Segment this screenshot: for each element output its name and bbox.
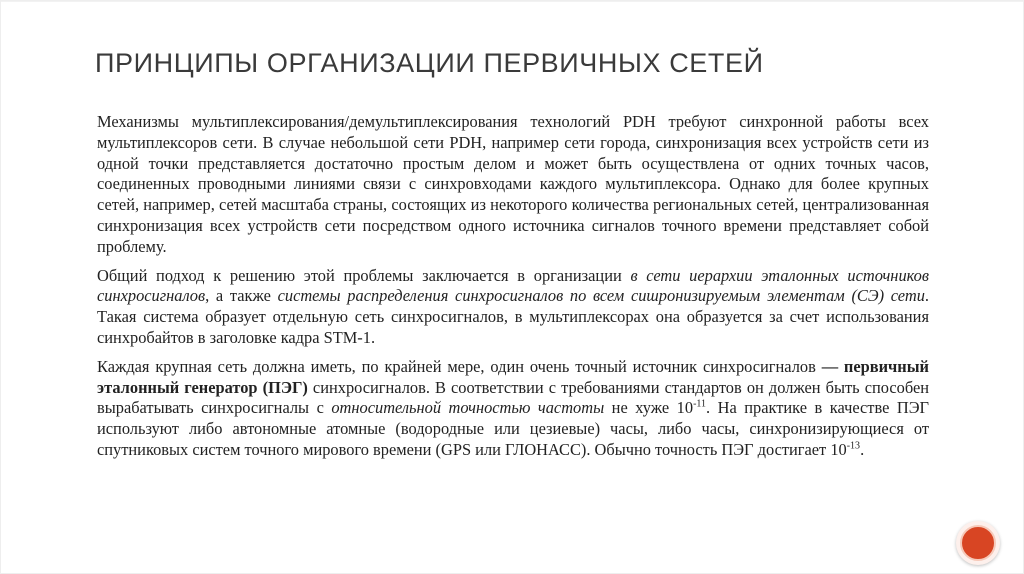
text-segment: Общий подход к решению этой проблемы заключается в организации [97,265,631,285]
slide-title: ПРИНЦИПЫ ОРГАНИЗАЦИИ ПЕРВИЧНЫХ СЕТЕЙ [95,48,764,78]
bold-term: — первичный эталонный генератор (ПЭГ) [97,356,929,397]
text-segment: , а также [205,286,278,306]
exponent: -11 [693,398,707,410]
italic-term: системы распределения синхросигналов по всем сишронизируемым элементам (СЭ) сети [277,286,925,306]
nav-button-core [960,525,996,561]
italic-term: в сети иерархии эталонных источников синхросигналов [97,265,929,306]
paragraph-3 [97,357,929,461]
text-segment: синхросигналов. В соответствии с требованиями стандартов он должен быть способен вырабатывать синхросигналы с [97,377,929,418]
text-segment: . Такая система образует отдельную сеть синхросигналов, в мультиплексорах она образуется за счет использования синхробайтов в заголовке кадра STM-1. [97,286,929,347]
text-segment: . На практике в качестве ПЭГ используют либо автономные атомные (водородные или цезиевые) часы, либо часы, синхронизирующиеся от спутниковых систем точного мирового времени (GPS или ГЛОНАСС). Обычно точность ПЭГ достигает 10 [97,398,929,459]
slide-body [97,112,929,469]
paragraph-1 [97,112,929,258]
top-rule [0,0,1024,2]
text-segment: Каждая крупная сеть должна иметь, по крайней мере, один очень точный источник синхросигналов [97,356,822,376]
italic-term: относительной точностью частоты [331,398,605,418]
text-segment: Механизмы мультиплексирования/демультиплексирования технологий PDH требуют синхронной работы всех мультиплексоров сети. В случае небольшой сети PDH, например сети города, синхронизация всех устройств сети из одной точки представляется достаточно простым делом и может быть осуществлена от одних точных часов, соединенных проводными линиями связи с синхровходами каждого мультиплексора. Однако для более крупных сетей, например, сетей масштаба страны, состоящих из некоторого количества региональных сетей, централизованная синхронизация всех устройств сети посредством одного источника сигналов точного времени представляет собой проблему. [97,112,929,256]
text-segment: не хуже 10 [604,398,694,418]
circle-nav-button-icon[interactable] [956,521,1000,565]
exponent: -13 [846,440,861,452]
text-segment: . [860,439,865,459]
paragraph-2 [97,266,929,349]
